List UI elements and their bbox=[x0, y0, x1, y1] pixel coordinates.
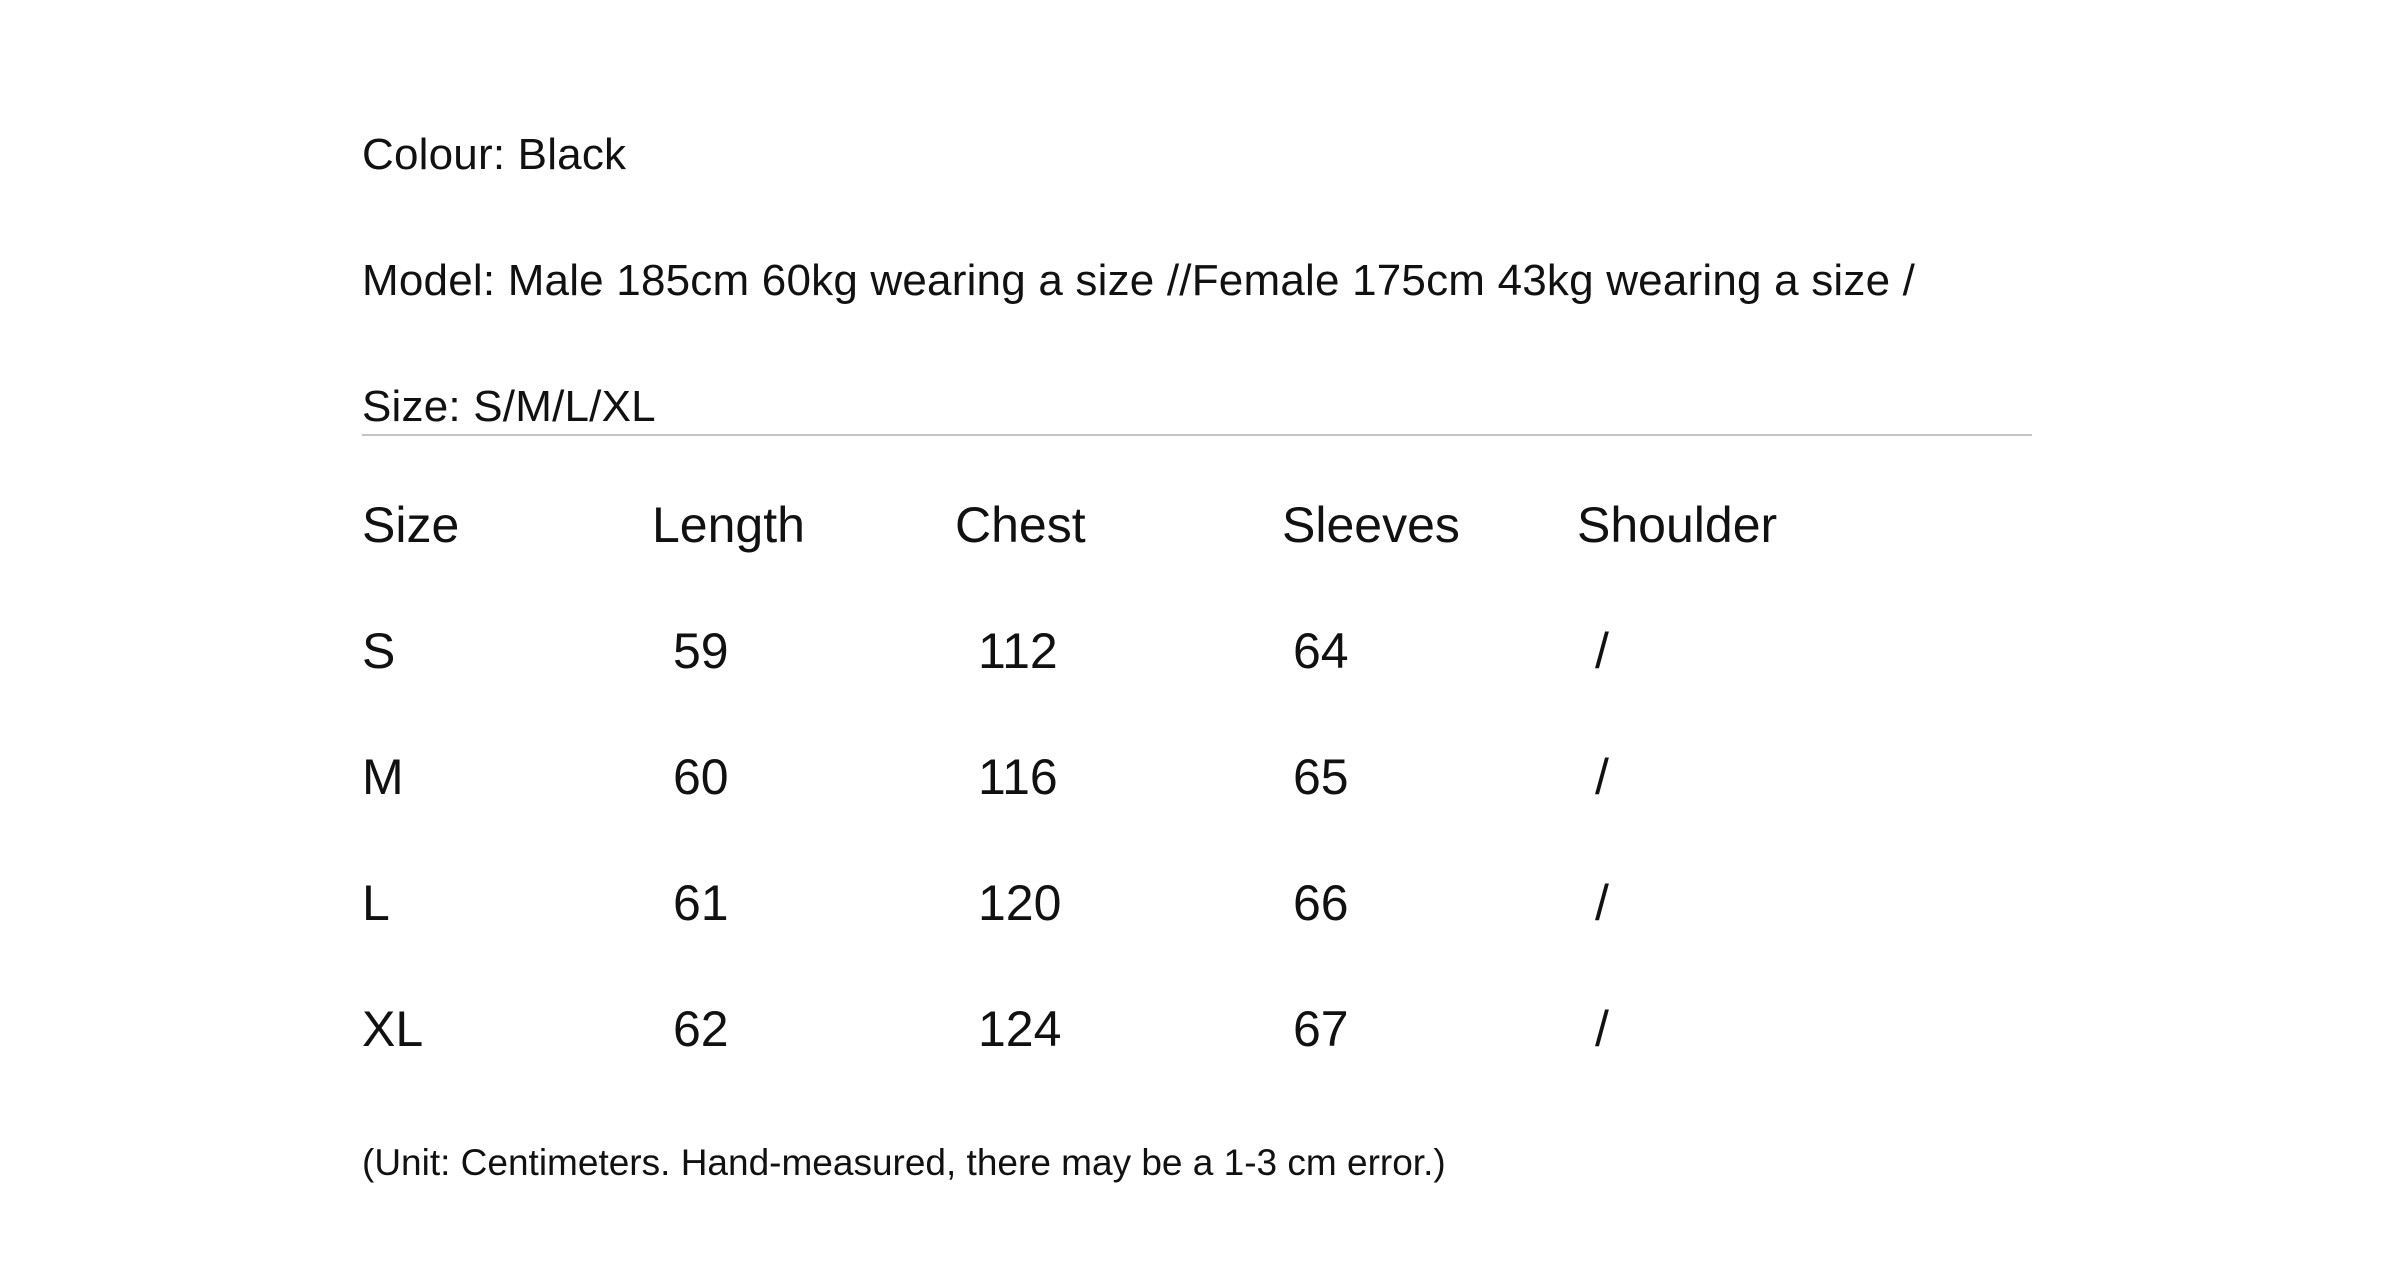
divider bbox=[362, 434, 2032, 436]
cell-shoulder: / bbox=[1595, 875, 1609, 931]
header-size: Size bbox=[362, 497, 460, 553]
cell-sleeves: 66 bbox=[1293, 875, 1349, 931]
size-chart-table bbox=[362, 497, 2032, 1130]
header-chest: Chest bbox=[955, 497, 1086, 553]
header-sleeves: Sleeves bbox=[1282, 497, 1460, 553]
cell-size: L bbox=[362, 875, 390, 931]
cell-size: M bbox=[362, 749, 404, 805]
cell-size: XL bbox=[362, 1001, 424, 1057]
cell-sleeves: 67 bbox=[1293, 1001, 1349, 1057]
cell-sleeves: 65 bbox=[1293, 749, 1349, 805]
table-row bbox=[362, 1001, 2032, 1130]
table-row bbox=[362, 875, 2032, 1004]
table-header-row bbox=[362, 497, 2032, 626]
table-row bbox=[362, 623, 2032, 752]
header-length: Length bbox=[652, 497, 805, 553]
measurement-note: (Unit: Centimeters. Hand-measured, there may be a 1-3 cm error.) bbox=[362, 1142, 1446, 1183]
cell-sleeves: 64 bbox=[1293, 623, 1349, 679]
cell-shoulder: / bbox=[1595, 1001, 1609, 1057]
cell-chest: 116 bbox=[978, 749, 1058, 805]
cell-chest: 120 bbox=[978, 875, 1062, 931]
cell-length: 61 bbox=[673, 875, 729, 931]
cell-chest: 124 bbox=[978, 1001, 1062, 1057]
header-shoulder: Shoulder bbox=[1577, 497, 1778, 553]
cell-shoulder: / bbox=[1595, 749, 1609, 805]
cell-length: 62 bbox=[673, 1001, 729, 1057]
table-row bbox=[362, 749, 2032, 878]
colour-text: Colour: Black bbox=[362, 130, 627, 179]
cell-length: 60 bbox=[673, 749, 729, 805]
cell-length: 59 bbox=[673, 623, 729, 679]
model-text: Model: Male 185cm 60kg wearing a size //Female 175cm 43kg wearing a size / bbox=[362, 256, 1916, 305]
cell-shoulder: / bbox=[1595, 623, 1609, 679]
cell-chest: 112 bbox=[978, 623, 1058, 679]
cell-size: S bbox=[362, 623, 396, 679]
size-list-text: Size: S/M/L/XL bbox=[362, 382, 656, 431]
